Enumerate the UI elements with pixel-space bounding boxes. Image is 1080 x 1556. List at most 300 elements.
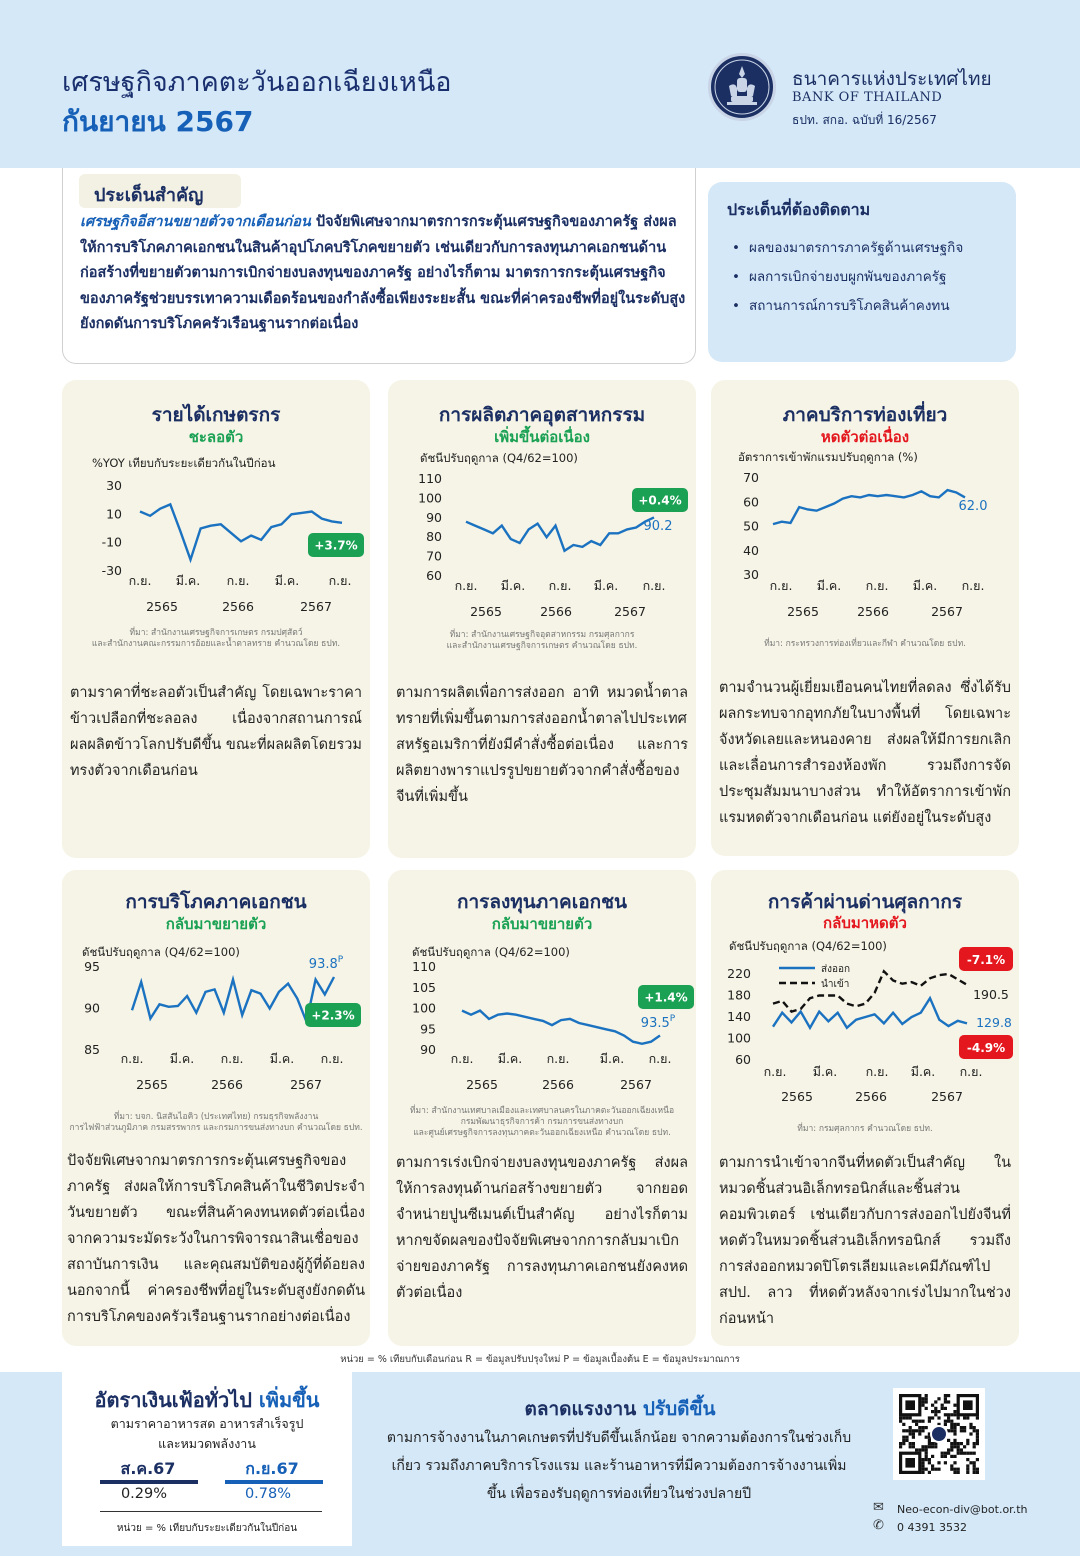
qr-module xyxy=(950,1423,953,1426)
qr-module xyxy=(950,1455,953,1458)
qr-module xyxy=(953,1423,956,1426)
inflation-desc-line: ตามราคาอาหารสด อาหารสำเร็จรูป xyxy=(110,1416,304,1431)
card-title: การผลิตภาคอุตสาหกรรม xyxy=(438,404,646,426)
x-tick-label: มี.ค. xyxy=(274,573,300,588)
qr-module xyxy=(976,1471,979,1474)
qr-module xyxy=(909,1416,912,1419)
chart-ylabel: ดัชนีปรับฤดูกาล (Q4/62=100) xyxy=(729,939,887,953)
qr-module xyxy=(905,1416,908,1419)
x-tick-label: ก.ย. xyxy=(128,573,152,588)
inflation-sep-header: ก.ย.67 xyxy=(245,1459,299,1478)
qr-module xyxy=(937,1461,940,1464)
series-line xyxy=(466,517,654,550)
y-tick-label: 80 xyxy=(426,529,442,545)
qr-module xyxy=(934,1400,937,1403)
qr-module xyxy=(973,1445,976,1448)
qr-module xyxy=(909,1442,912,1445)
qr-module xyxy=(931,1455,934,1458)
x-year-label: 2565 xyxy=(787,604,819,619)
qr-module xyxy=(976,1436,979,1439)
qr-module xyxy=(944,1407,947,1410)
x-tick-label: ก.ย. xyxy=(450,1051,474,1066)
qr-module xyxy=(928,1442,931,1445)
card-text: ตามราคาที่ชะลอตัวเป็นสำคัญ โดยเฉพาะราคาข้าวเปลือกที่ชะลอลง เนื่องจากสถานการณ์ผลผลิตข้าวโลกปรับดีขึ้น ขณะที่ผลผลิตโดยรวมทรงตัวจากเดือนก่อน xyxy=(70,685,362,779)
inflation-desc-line: และหมวดพลังงาน xyxy=(158,1436,256,1451)
x-tick-label: ก.ย. xyxy=(961,578,985,593)
qr-module xyxy=(915,1423,918,1426)
qr-module xyxy=(973,1464,976,1467)
inflation-aug-header: ส.ค.67 xyxy=(120,1459,176,1478)
qr-module xyxy=(966,1471,969,1474)
key-issues-highlight: เศรษฐกิจอีสานขยายตัวจากเดือนก่อน xyxy=(80,214,311,230)
qr-module xyxy=(915,1420,918,1423)
x-year-label: 2566 xyxy=(855,1089,887,1104)
qr-module xyxy=(960,1452,963,1455)
x-tick-label: มี.ค. xyxy=(812,1064,838,1079)
series-line xyxy=(773,998,967,1028)
chart-ylabel: ดัชนีปรับฤดูกาล (Q4/62=100) xyxy=(82,945,240,959)
qr-module xyxy=(912,1436,915,1439)
qr-module xyxy=(921,1400,924,1403)
qr-module xyxy=(918,1426,921,1429)
qr-module xyxy=(941,1404,944,1407)
qr-module xyxy=(957,1468,960,1471)
qr-module xyxy=(953,1404,956,1407)
qr-module xyxy=(899,1442,902,1445)
card-text: ตามการผลิตเพื่อการส่งออก อาทิ หมวดน้ำตาลทรายที่เพิ่มขึ้นตามการส่งออกน้ำตาลไปประเทศสหรัฐอเมริกาที่ยังมีคำสั่งซื้อต่อเนื่อง และการผลิตยางพาราแปรรูปขยายตัวจากคำสั่งซื้อของจีนที่เพิ่มขึ้น xyxy=(396,685,688,805)
card-title: ภาคบริการท่องเที่ยว xyxy=(782,404,948,426)
qr-module xyxy=(902,1442,905,1445)
y-tick-label: 90 xyxy=(84,1000,100,1016)
labor-title-text: ตลาดแรงงาน xyxy=(524,1398,637,1420)
labor-desc: ตามการจ้างงานในภาคเกษตรที่ปรับดีขึ้นเล็กน้อย จากความต้องการในช่วงเก็บเกี่ยว รวมถึงภาคบริการโรงแรม และร้านอาหารที่มีความต้องการจ้างงานเพิ่มขึ้น เพื่อรองรับฤดูการท่องเที่ยวในช่วงปลายปี xyxy=(386,1430,852,1502)
qr-module xyxy=(947,1420,950,1423)
qr-module xyxy=(950,1445,953,1448)
y-tick-label: 140 xyxy=(727,1009,751,1024)
qr-module xyxy=(925,1394,928,1397)
x-tick-label: ก.ย. xyxy=(648,1051,672,1066)
y-tick-label: 90 xyxy=(420,1042,436,1057)
series-line xyxy=(773,490,965,524)
qr-finder xyxy=(905,1458,915,1468)
card-subtitle: หดตัวต่อเนื่อง xyxy=(820,428,910,446)
qr-module xyxy=(931,1464,934,1467)
card-consumption xyxy=(62,870,370,1346)
last-value-label: 62.0 xyxy=(958,499,988,514)
qr-module xyxy=(937,1416,940,1419)
qr-module xyxy=(944,1423,947,1426)
qr-module xyxy=(969,1452,972,1455)
last-value-label: 90.2 xyxy=(643,519,673,534)
qr-module xyxy=(909,1426,912,1429)
card-border-trade xyxy=(711,870,1019,1346)
qr-module xyxy=(921,1461,924,1464)
bank-name-thai: ธนาคารแห่งประเทศไทย xyxy=(792,68,992,90)
qr-module xyxy=(969,1432,972,1435)
x-tick-label: ก.ย. xyxy=(226,573,250,588)
inflation-baseline xyxy=(100,1511,322,1512)
x-year-label: 2565 xyxy=(136,1077,168,1092)
x-tick-label: มี.ค. xyxy=(593,578,619,593)
qr-module xyxy=(925,1458,928,1461)
y-tick-label: 95 xyxy=(84,959,100,974)
qr-module xyxy=(921,1445,924,1448)
x-year-label: 2566 xyxy=(211,1077,243,1092)
qr-module xyxy=(973,1429,976,1432)
chart-ylabel: ดัชนีปรับฤดูกาล (Q4/62=100) xyxy=(420,451,578,465)
x-year-label: 2567 xyxy=(931,1089,963,1104)
qr-module xyxy=(950,1426,953,1429)
x-tick-label: มี.ค. xyxy=(599,1051,625,1066)
x-tick-label: ก.ย. xyxy=(642,578,666,593)
x-tick-label: ก.ย. xyxy=(220,1051,244,1066)
chart-source: ที่มา: บจก. นิสสันไอคิว (ประเทศไทย) กรมธุรกิจพลังงาน การไฟฟ้าส่วนภูมิภาค กรมสรรพากร และกรมการขนส่งทางบก คำนวณโดย ธปท. xyxy=(69,1112,363,1133)
qr-module xyxy=(966,1464,969,1467)
qr-module xyxy=(976,1416,979,1419)
labor-title-highlight: ปรับดีขึ้น xyxy=(642,1398,716,1420)
qr-module xyxy=(928,1461,931,1464)
x-tick-label: ก.ย. xyxy=(959,1064,983,1079)
qr-module xyxy=(899,1416,902,1419)
qr-module xyxy=(976,1458,979,1461)
qr-module xyxy=(931,1404,934,1407)
x-tick-label: มี.ค. xyxy=(910,1064,936,1079)
qr-module xyxy=(966,1416,969,1419)
qr-module xyxy=(909,1429,912,1432)
key-issues-tag: ประเด็นสำคัญ xyxy=(79,174,241,208)
qr-module xyxy=(909,1432,912,1435)
x-year-label: 2566 xyxy=(540,604,572,619)
chart-source: ที่มา: สำนักงานเทศบาลเมืองและเทศบาลนครในภาคตะวันออกเฉียงเหนือ กรมพัฒนาธุรกิจการค้า กรมการขนส่งทางบก และศูนย์เศรษฐกิจการลงทุนภาคตะวันออกเฉียงเหนือ คำนวณโดย ธปท. xyxy=(409,1106,675,1138)
series-line xyxy=(773,971,967,1011)
qr-module xyxy=(909,1445,912,1448)
qr-module xyxy=(921,1404,924,1407)
qr-module xyxy=(928,1445,931,1448)
x-tick-label: มี.ค. xyxy=(175,573,201,588)
qr-module xyxy=(953,1442,956,1445)
qr-module xyxy=(912,1429,915,1432)
card-tourism xyxy=(711,380,1019,856)
qr-module xyxy=(921,1468,924,1471)
qr-module xyxy=(925,1468,928,1471)
x-tick-label: ก.ย. xyxy=(769,578,793,593)
qr-module xyxy=(921,1448,924,1451)
y-tick-label: 100 xyxy=(418,490,442,506)
x-tick-label: มี.ค. xyxy=(816,578,842,593)
y-tick-label: -10 xyxy=(101,534,122,550)
qr-module xyxy=(944,1452,947,1455)
preliminary-mark: P xyxy=(669,1014,676,1024)
phone-icon: ✆ xyxy=(873,1518,884,1533)
qr-module xyxy=(921,1458,924,1461)
preliminary-mark: P xyxy=(337,955,344,965)
y-tick-label: 105 xyxy=(412,979,436,995)
card-investment xyxy=(388,870,696,1346)
x-tick-label: ก.ย. xyxy=(548,578,572,593)
qr-module xyxy=(928,1458,931,1461)
qr-module xyxy=(976,1439,979,1442)
qr-module xyxy=(973,1442,976,1445)
qr-module xyxy=(957,1416,960,1419)
qr-module xyxy=(953,1413,956,1416)
qr-module xyxy=(921,1429,924,1432)
card-text: ปัจจัยพิเศษจากมาตรการกระตุ้นเศรษฐกิจของภาครัฐ ส่งผลให้การบริโภคสินค้าในชีวิตประจำวันขยายตัว ขณะที่สินค้าคงทนหดตัวต่อเนื่อง จากความระมัดระวังในการพิจารณาสินเชื่อของสถาบันการเงิน และคุณสมบัติของผู้กู้ที่ด้อยลง นอกจากนี้ ค่าครองชีพที่อยู่ในระดับสูงยังกดดันการบริโภคของครัวเรือนฐานรากอย่างต่อเนื่อง xyxy=(67,1153,365,1325)
qr-module xyxy=(976,1429,979,1432)
y-tick-label: 110 xyxy=(418,471,442,486)
qr-module xyxy=(953,1471,956,1474)
chart-ylabel: %YOY เทียบกับระยะเดียวกันในปีก่อน xyxy=(92,456,276,470)
qr-module xyxy=(921,1420,924,1423)
x-tick-label: ก.ย. xyxy=(865,578,889,593)
change-badge-label: -7.1% xyxy=(966,953,1006,967)
qr-module xyxy=(934,1407,937,1410)
inflation-title-text: อัตราเงินเฟ้อทั่วไป xyxy=(94,1388,252,1412)
qr-module xyxy=(973,1426,976,1429)
card-subtitle: กลับมาหดตัว xyxy=(823,914,907,932)
x-year-label: 2567 xyxy=(931,604,963,619)
chart-source: ที่มา: สำนักงานเศรษฐกิจอุตสาหกรรม กรมศุลกากร และสำนักงานเศรษฐกิจการเกษตร คำนวณโดย ธปท. xyxy=(446,630,638,651)
x-year-label: 2567 xyxy=(290,1077,322,1092)
qr-module xyxy=(918,1448,921,1451)
qr-module xyxy=(953,1455,956,1458)
y-tick-label: 30 xyxy=(106,478,122,493)
qr-module xyxy=(902,1439,905,1442)
y-tick-label: 100 xyxy=(412,1000,436,1016)
import-value-label: 190.5 xyxy=(973,987,1009,1002)
qr-module xyxy=(921,1464,924,1467)
series-line xyxy=(462,1011,660,1044)
email-icon: ✉ xyxy=(873,1500,884,1515)
x-year-label: 2567 xyxy=(614,604,646,619)
qr-module xyxy=(953,1426,956,1429)
qr-module xyxy=(925,1436,928,1439)
y-tick-label: 70 xyxy=(743,470,759,485)
qr-module xyxy=(899,1445,902,1448)
change-badge-label: +3.7% xyxy=(314,538,358,553)
qr-module xyxy=(957,1445,960,1448)
watch-title: ประเด็นที่ต้องติดตาม xyxy=(727,200,871,219)
qr-module xyxy=(960,1426,963,1429)
qr-module xyxy=(902,1436,905,1439)
card-text: ตามการนำเข้าจากจีนที่หดตัวเป็นสำคัญ ในหมวดชิ้นส่วนอิเล็กทรอนิกส์และชิ้นส่วนคอมพิวเตอร์ เช่นเดียวกับการส่งออกไปยังจีนที่หดตัวในหมวดชิ้นส่วนอิเล็กทรอนิกส์ รวมถึงการส่งออกหมวดปิโตรเลียมและเคมีภัณฑ์ไป สปป. ลาว ที่หดตัวหลังจากเร่งไปมากในช่วงก่อนหน้า xyxy=(719,1155,1011,1327)
qr-module xyxy=(912,1442,915,1445)
qr-module xyxy=(966,1452,969,1455)
x-tick-label: ก.ย. xyxy=(120,1051,144,1066)
y-tick-label: 60 xyxy=(743,494,759,510)
labor-title xyxy=(400,1394,840,1424)
qr-module xyxy=(963,1416,966,1419)
chart-source: ที่มา: สำนักงานเศรษฐกิจการเกษตร กรมปศุสัตว์ และสำนักงานคณะกรรมการอ้อยและน้ำตาลทราย คำนวณโดย ธปท. xyxy=(91,628,341,649)
x-tick-label: มี.ค. xyxy=(500,578,526,593)
issue-number: ธปท. สกอ. ฉบับที่ 16/2567 xyxy=(792,113,937,127)
unit-note: หน่วย = % เทียบกับเดือนก่อน R = ข้อมูลปรับปรุงใหม่ P = ข้อมูลเบื้องต้น E = ข้อมูลประมาณการ xyxy=(340,1354,740,1365)
chart-ylabel: ดัชนีปรับฤดูกาล (Q4/62=100) xyxy=(412,945,570,959)
qr-module xyxy=(960,1442,963,1445)
qr-module xyxy=(925,1455,928,1458)
qr-module xyxy=(950,1413,953,1416)
watch-item: • สถานการณ์การบริโภคสินค้าคงทน xyxy=(732,294,950,316)
x-year-label: 2566 xyxy=(542,1077,574,1092)
y-tick-label: 60 xyxy=(426,568,442,583)
card-subtitle: ชะลอตัว xyxy=(188,428,244,446)
qr-module xyxy=(937,1468,940,1471)
y-tick-label: 220 xyxy=(727,966,751,981)
qr-code-icon[interactable] xyxy=(893,1388,985,1480)
qr-module xyxy=(963,1445,966,1448)
qr-module xyxy=(944,1397,947,1400)
card-farm-income xyxy=(62,380,370,858)
last-value-label: $93.8^P$ xyxy=(308,955,344,972)
inflation-aug-value: 0.29% xyxy=(120,1486,168,1502)
qr-module xyxy=(928,1420,931,1423)
qr-module xyxy=(918,1432,921,1435)
qr-module xyxy=(957,1471,960,1474)
inflation-title-highlight: เพิ่มขึ้น xyxy=(258,1388,320,1412)
qr-finder xyxy=(905,1400,915,1410)
qr-module xyxy=(902,1429,905,1432)
qr-module xyxy=(969,1461,972,1464)
card-title: การค้าผ่านด่านศุลกากร xyxy=(767,891,963,913)
qr-module xyxy=(966,1442,969,1445)
last-value-label: $93.5^P$ xyxy=(640,1014,676,1031)
x-tick-label: ก.ย. xyxy=(763,1064,787,1079)
y-tick-label: 70 xyxy=(426,548,442,564)
qr-module xyxy=(963,1426,966,1429)
change-badge-label: +1.4% xyxy=(644,990,688,1005)
qr-module xyxy=(925,1452,928,1455)
inflation-desc xyxy=(62,1414,352,1454)
qr-module xyxy=(925,1400,928,1403)
key-issues-text xyxy=(80,210,690,338)
chart-investment xyxy=(388,870,696,1110)
qr-module xyxy=(921,1471,924,1474)
qr-module xyxy=(918,1429,921,1432)
qr-module xyxy=(950,1464,953,1467)
qr-module xyxy=(905,1439,908,1442)
x-year-label: 2567 xyxy=(620,1077,652,1092)
y-tick-label: 95 xyxy=(420,1021,436,1037)
card-title: การบริโภคภาคเอกชน xyxy=(125,891,307,913)
card-subtitle: เพิ่มขึ้นต่อเนื่อง xyxy=(494,428,590,446)
key-issues-body: ปัจจัยพิเศษจากมาตรการกระตุ้นเศรษฐกิจของภาครัฐ ส่งผลให้การบริโภคภาคเอกชนในสินค้าอุปโภคบริโภคขยายตัว เช่นเดียวกับการลงทุนภาคเอกชนด้านก่อสร้างที่ขยายตัวตามการเบิกจ่ายงบลงทุนของภาครัฐ อย่างไรก็ตาม มาตรการกระตุ้นเศรษฐกิจของภาครัฐช่วยบรรเทาความเดือดร้อนของกำลังซื้อเพียงระยะสั้น ขณะที่ค่าครองชีพที่อยู่ในระดับสูงยังกดดันการบริโภคครัวเรือนฐานรากต่อเนื่อง xyxy=(80,214,686,332)
qr-module xyxy=(921,1397,924,1400)
qr-module xyxy=(944,1400,947,1403)
qr-module xyxy=(950,1468,953,1471)
series-line xyxy=(132,977,334,1022)
contact-phone[interactable]: 0 4391 3532 xyxy=(897,1521,967,1534)
y-tick-label: 40 xyxy=(743,542,759,558)
x-year-label: 2565 xyxy=(470,604,502,619)
qr-module xyxy=(947,1448,950,1451)
qr-module xyxy=(925,1426,928,1429)
y-tick-label: 100 xyxy=(727,1030,751,1046)
card-subtitle: กลับมาขยายตัว xyxy=(491,915,593,933)
qr-module xyxy=(950,1420,953,1423)
qr-module xyxy=(953,1410,956,1413)
x-tick-label: ก.ย. xyxy=(320,1051,344,1066)
qr-module xyxy=(950,1442,953,1445)
qr-module xyxy=(944,1413,947,1416)
qr-module xyxy=(973,1461,976,1464)
qr-module xyxy=(953,1439,956,1442)
change-badge-label: -4.9% xyxy=(966,1041,1006,1055)
qr-module xyxy=(925,1407,928,1410)
y-tick-label: -30 xyxy=(101,563,122,578)
inflation-title xyxy=(62,1384,352,1416)
qr-module xyxy=(928,1471,931,1474)
qr-module xyxy=(931,1416,934,1419)
bank-name-english: BANK OF THAILAND xyxy=(792,90,943,105)
qr-module xyxy=(941,1452,944,1455)
qr-module xyxy=(950,1429,953,1432)
qr-module xyxy=(963,1452,966,1455)
x-year-label: 2565 xyxy=(781,1089,813,1104)
qr-module xyxy=(928,1439,931,1442)
watch-item: • ผลของมาตรการภาครัฐด้านเศรษฐกิจ xyxy=(732,236,963,258)
qr-module xyxy=(912,1445,915,1448)
qr-module xyxy=(944,1420,947,1423)
x-year-label: 2566 xyxy=(857,604,889,619)
qr-module xyxy=(931,1442,934,1445)
y-tick-label: 60 xyxy=(735,1052,751,1067)
bank-logo-icon xyxy=(708,53,776,121)
x-tick-label: มี.ค. xyxy=(269,1051,295,1066)
qr-module xyxy=(957,1423,960,1426)
qr-module xyxy=(953,1445,956,1448)
qr-module xyxy=(947,1394,950,1397)
contact-email[interactable]: Neo-econ-div@bot.or.th xyxy=(897,1503,1028,1516)
qr-module xyxy=(953,1432,956,1435)
x-tick-label: ก.ย. xyxy=(328,573,352,588)
card-text: ตามการเร่งเบิกจ่ายงบลงทุนของภาครัฐ ส่งผลให้การลงทุนด้านก่อสร้างขยายตัว จากยอดจำหน่ายปูนซีเมนต์เป็นสำคัญ อย่างไรก็ตาม หากขจัดผลของปัจจัยพิเศษจากการกลับมาเบิกจ่ายของภาครัฐ การลงทุนภาคเอกชนยังคงหดตัวต่อเนื่อง xyxy=(396,1155,688,1301)
qr-module xyxy=(934,1413,937,1416)
qr-module xyxy=(905,1429,908,1432)
page-title: เศรษฐกิจภาคตะวันออกเฉียงเหนือ xyxy=(62,67,452,98)
change-badge-label: +2.3% xyxy=(311,1008,355,1023)
card-industry xyxy=(388,380,696,858)
y-tick-label: 10 xyxy=(106,506,122,522)
qr-center-logo xyxy=(931,1426,947,1442)
qr-module xyxy=(944,1461,947,1464)
chart-consumption xyxy=(62,870,370,1110)
qr-module xyxy=(934,1410,937,1413)
qr-module xyxy=(966,1458,969,1461)
x-year-label: 2565 xyxy=(146,599,178,614)
x-tick-label: ก.ย. xyxy=(865,1064,889,1079)
qr-finder xyxy=(963,1400,973,1410)
qr-module xyxy=(960,1448,963,1451)
qr-module xyxy=(963,1429,966,1432)
inflation-divider xyxy=(100,1480,198,1484)
qr-module xyxy=(957,1452,960,1455)
qr-module xyxy=(957,1442,960,1445)
card-subtitle: กลับมาขยายตัว xyxy=(165,915,267,933)
qr-module xyxy=(976,1442,979,1445)
y-tick-label: 30 xyxy=(743,567,759,582)
chart-farm-income xyxy=(62,380,370,630)
qr-module xyxy=(941,1407,944,1410)
qr-module xyxy=(976,1468,979,1471)
qr-module xyxy=(976,1432,979,1435)
qr-module xyxy=(953,1429,956,1432)
card-title: รายได้เกษตรกร xyxy=(151,404,281,426)
qr-module xyxy=(973,1468,976,1471)
x-tick-label: มี.ค. xyxy=(912,578,938,593)
chart-border-trade xyxy=(711,870,1019,1120)
qr-module xyxy=(902,1416,905,1419)
qr-module xyxy=(915,1448,918,1451)
qr-module xyxy=(921,1426,924,1429)
